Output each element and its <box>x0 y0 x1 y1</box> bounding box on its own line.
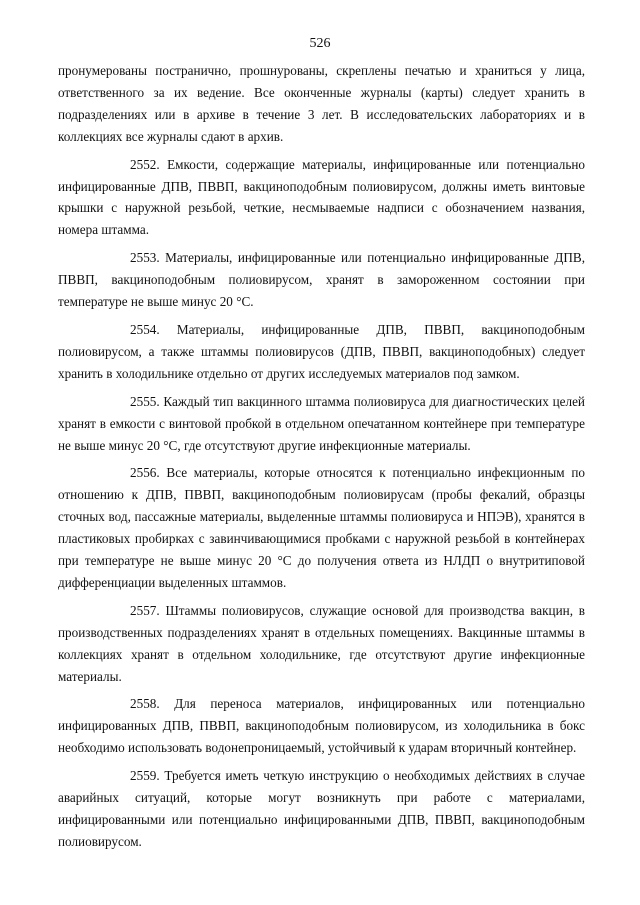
paragraph-2559: 2559. Требуется иметь четкую инструкцию о необходимых действиях в случае аварийных ситуаций, которые могут возникнуть при работе с материалами, инфицированными или потенциально инфицированными ДПВ, ПВВП, вакциноподобным полиовирусом. <box>58 768 585 849</box>
paragraph-2557: 2557. Штаммы полиовирусов, служащие основой для производства вакцин, в производственных подразделениях хранят в отдельных помещениях. Вакцинные штаммы в коллекциях хранят в отдельном холодильнике, где отсутствуют другие инфекционные материалы. <box>58 602 585 684</box>
paragraph-2554: 2554. Материалы, инфицированные ДПВ, ПВВП, вакциноподобным полиовирусом, а также штаммы полиовирусов (ДПВ, ПВВП, вакциноподобных) следует хранить в холодильнике отдельно от других исследуемых материалов под замком. <box>58 321 585 381</box>
paragraph-2558: 2558. Для переноса материалов, инфицированных или потенциально инфицированных ДПВ, ПВВП, вакциноподобным полиовирусом, из холодильника в бокс необходимо использовать водонепроницаемый, устойчивый к ударам вторичный контейнер. <box>58 696 585 756</box>
page-body <box>58 60 585 859</box>
paragraph-2556: 2556. Все материалы, которые относятся к потенциально инфекционным по отношению к ДПВ, ПВВП, вакциноподобным полиовирусам (пробы фекалий, образцы сточных вод, пассажные материалы, выделенные штаммы полиовируса и НПЭВ), хранятся в пластиковых пробирках с завинчивающимися пробками с наружной резьбой в контейнерах при температуре не выше минус 20 °C до получения ответа из НЛДП о внутритиповой дифференциации выделенных штаммов. <box>58 465 585 590</box>
paragraph-2552: 2552. Емкости, содержащие материалы, инфицированные или потенциально инфицированные ДПВ, ПВВП, вакциноподобным полиовирусом, должны иметь винтовые крышки с наружной резьбой, четкие, несмываемые надписи с обозначением названия, номера штамма. <box>58 156 585 238</box>
paragraph-continuation: пронумерованы постранично, прошнурованы, скреплены печатью и храниться у лица, ответственного за их ведение. Все оконченные журналы (карты) следует хранить в подразделениях или в архиве в течение 3 лет. В исследовательских лабораториях и в коллекциях все журналы сдают в архив. <box>58 63 585 144</box>
page-number: 526 <box>309 36 331 51</box>
paragraph-2555: 2555. Каждый тип вакцинного штамма полиовируса для диагностических целей хранят в емкости с винтовой пробкой в отдельном опечатанном контейнере при температуре не выше минус 20 °C, где отсутствуют другие инфекционные материалы. <box>58 393 585 453</box>
paragraph-2553: 2553. Материалы, инфицированные или потенциально инфицированные ДПВ, ПВВП, вакциноподобным полиовирусом, хранят в замороженном состоянии при температуре не выше минус 20 °C. <box>58 250 585 310</box>
